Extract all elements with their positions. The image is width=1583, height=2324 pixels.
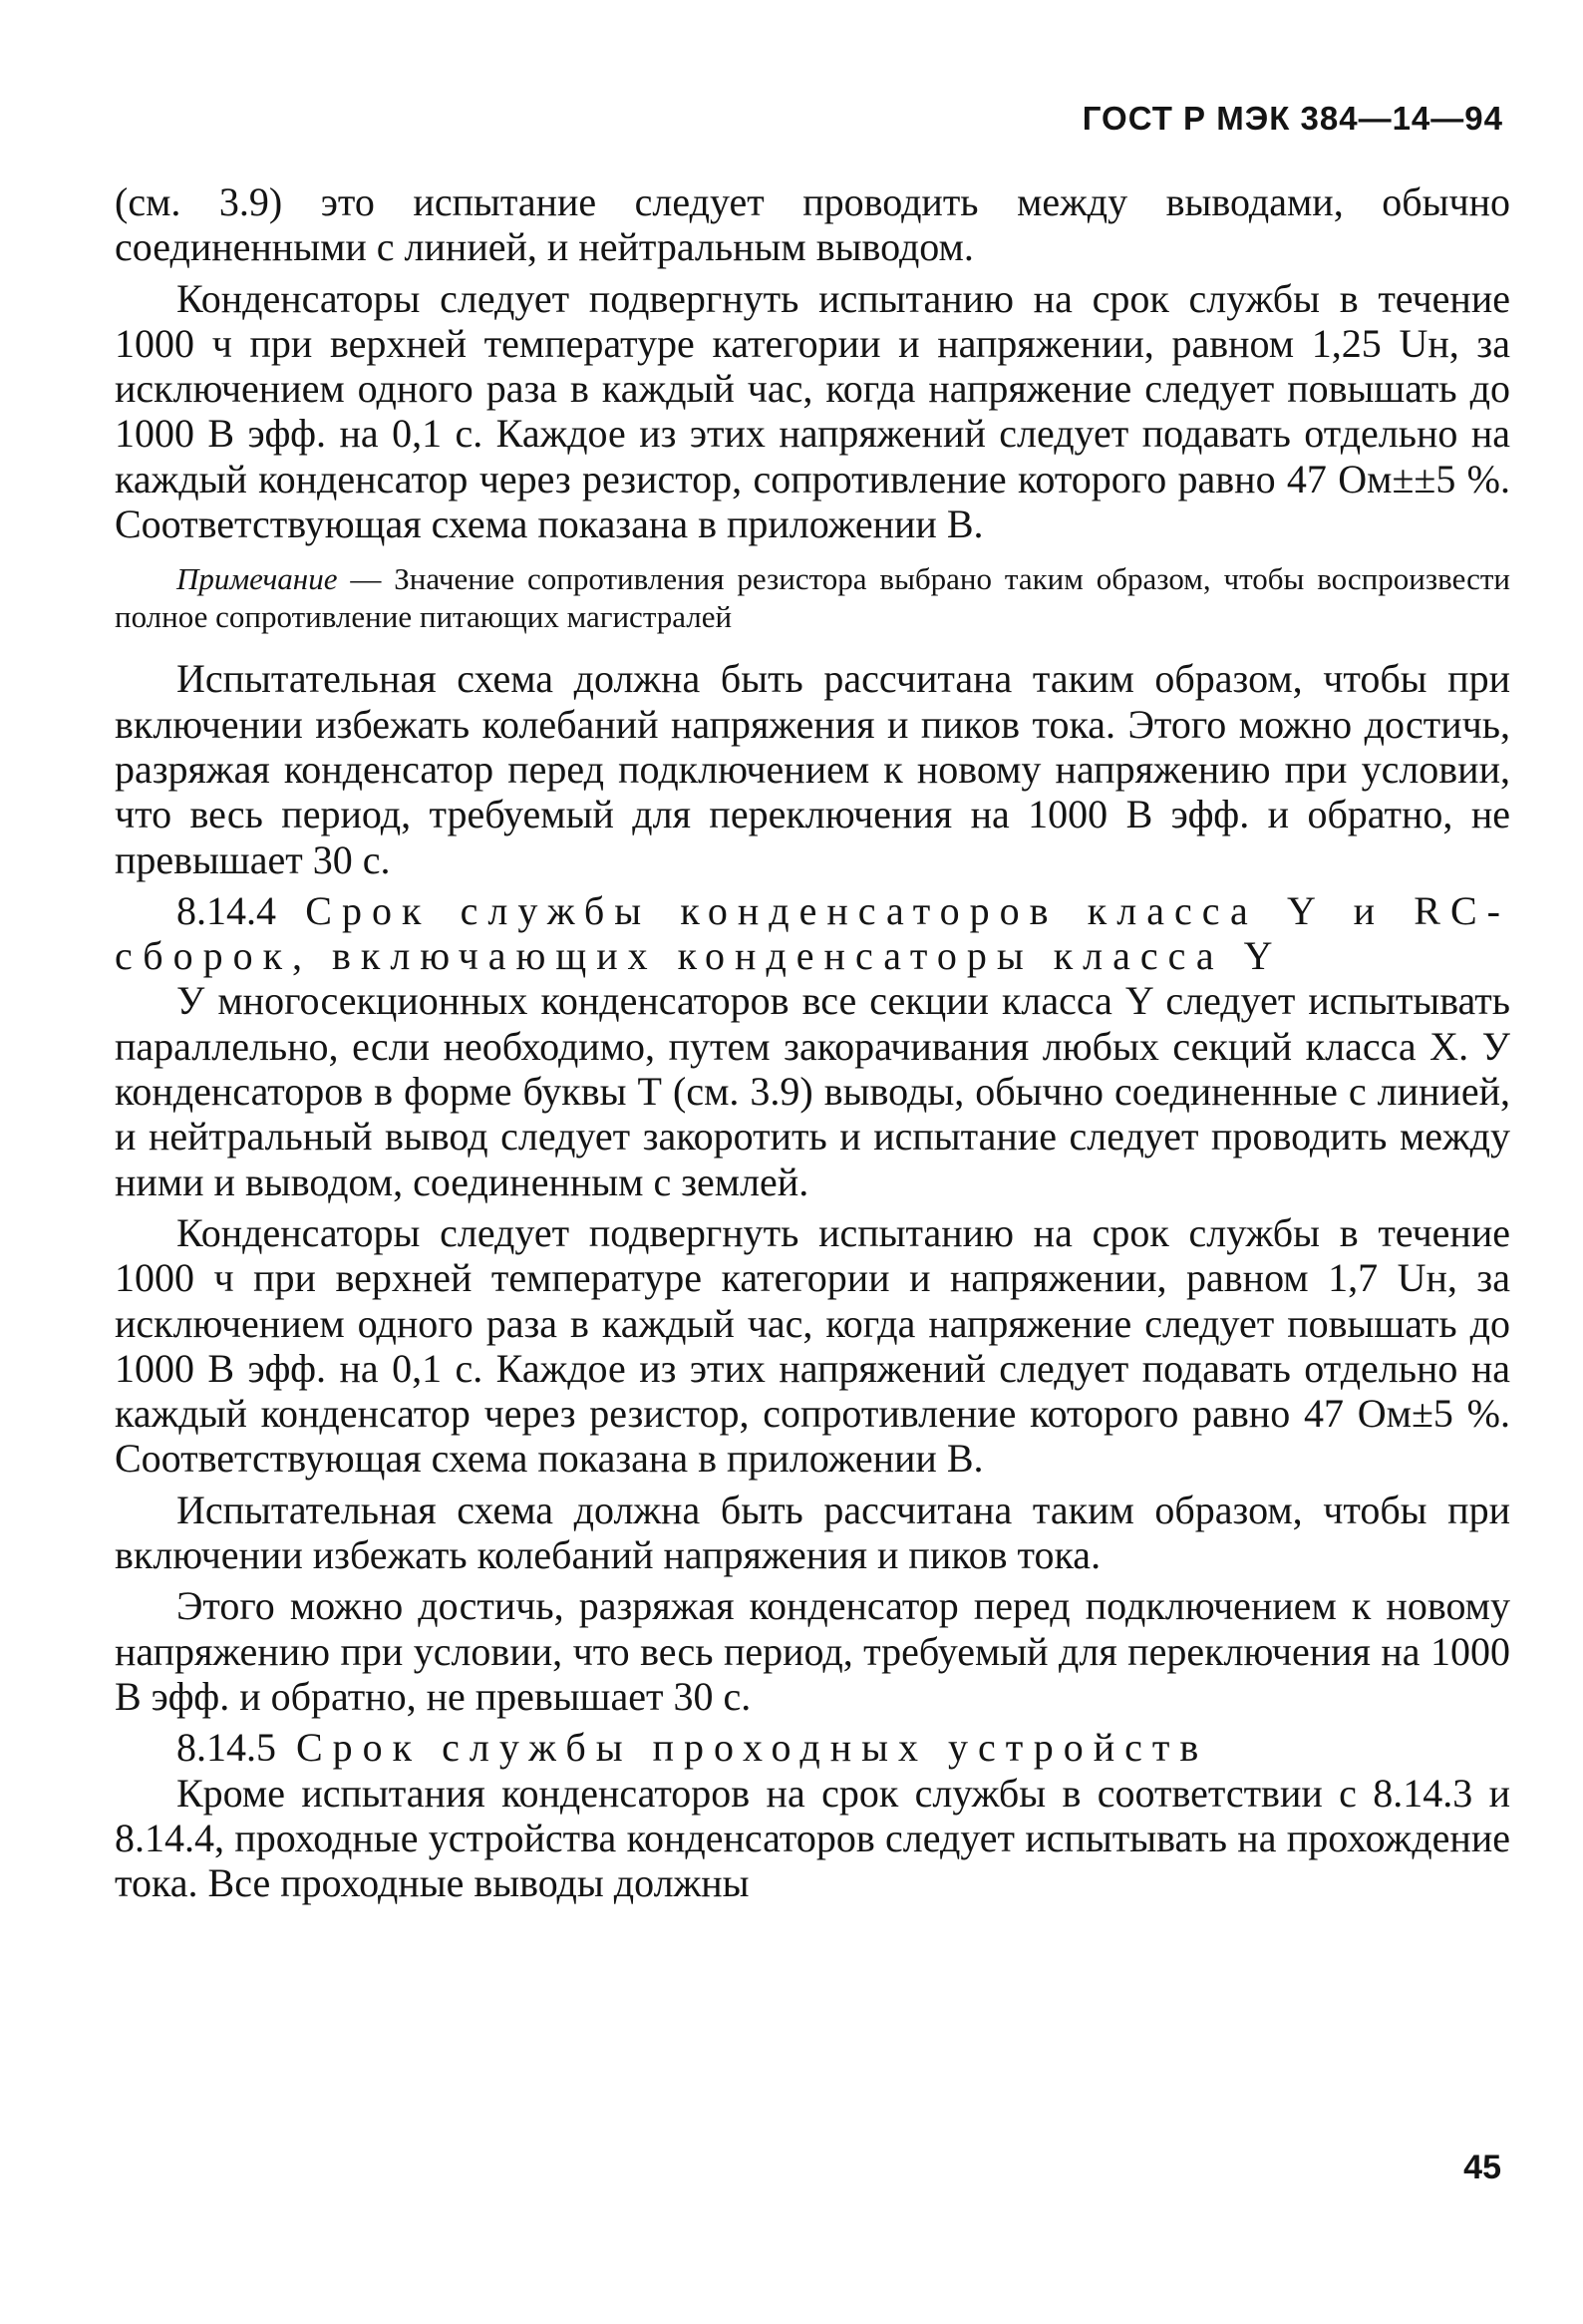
document-body	[115, 179, 1510, 1911]
paragraph: Этого можно достичь, разряжая конденсатор перед подключением к новому напряжению при условии, что весь период, требуемый для переключения на 1000 В эфф. и обратно, не превышает 30 с.	[115, 1583, 1510, 1719]
section-number: 8.14.5	[176, 1725, 276, 1771]
section-title: Срок службы конденсаторов класса Y и RC-сборок, включающих конденсаторы класса Y	[115, 887, 1510, 979]
section-heading-8-14-4	[115, 888, 1510, 979]
paragraph: У многосекционных конденсаторов все секции класса Y следует испытывать параллельно, если необходимо, путем закорачивания любых секций класса X. У конденсаторов в форме буквы Т (см. 3.9) выводы, обычно соединенные с линией, и нейтральный вывод следует закоротить и испытание следует проводить между ними и выводом, соединенным с землей.	[115, 978, 1510, 1204]
paragraph: Кроме испытания конденсаторов на срок службы в соответствии с 8.14.3 и 8.14.4, проходные устройства конденсаторов следует испытывать на прохождение тока. Все проходные выводы должны	[115, 1770, 1510, 1906]
section-title: Срок службы проходных устройств	[276, 1725, 1209, 1771]
note	[115, 560, 1510, 636]
paragraph: Конденсаторы следует подвергнуть испытанию на срок службы в течение 1000 ч при верхней температуре категории и напряжении, равном 1,7 Uн, за исключением одного раза в каждый час, когда напряжение следует повышать до 1000 В эфф. на 0,1 с. Каждое из этих напряжений следует подавать отдельно на каждый конденсатор через резистор, сопротивление которого равно 47 Ом±5 %. Соответствующая схема показана в приложении В.	[115, 1209, 1510, 1482]
paragraph: Конденсаторы следует подвергнуть испытанию на срок службы в течение 1000 ч при верхней температуре категории и напряжении, равном 1,25 Uн, за исключением одного раза в каждый час, когда напряжение следует повышать до 1000 В эфф. на 0,1 с. Каждое из этих напряжений следует подавать отдельно на каждый конденсатор через резистор, сопротивление которого равно 47 Ом±±5 %. Соответствующая схема показана в приложении В.	[115, 275, 1510, 547]
paragraph: Испытательная схема должна быть рассчитана таким образом, чтобы при включении избежать колебаний напряжения и пиков тока.	[115, 1487, 1510, 1578]
paragraph: (см. 3.9) это испытание следует проводить между выводами, обычно соединенными с линией, и нейтральным выводом.	[115, 179, 1510, 270]
note-text: — Значение сопротивления резистора выбрано таким образом, чтобы воспроизвести полное сопротивление питающих магистралей	[115, 561, 1510, 635]
page-number: 45	[1463, 2149, 1501, 2186]
note-label: Примечание	[176, 561, 338, 597]
section-number: 8.14.4	[176, 887, 276, 933]
document-code-header: ГОСТ Р МЭК 384—14—94	[1082, 100, 1503, 137]
section-heading-8-14-5	[115, 1725, 1510, 1770]
paragraph: Испытательная схема должна быть рассчитана таким образом, чтобы при включении избежать колебаний напряжения и пиков тока. Этого можно достичь, разряжая конденсатор перед подключением к новому напряжению при условии, что весь период, требуемый для переключения на 1000 В эфф. и обратно, не превышает 30 с.	[115, 656, 1510, 882]
